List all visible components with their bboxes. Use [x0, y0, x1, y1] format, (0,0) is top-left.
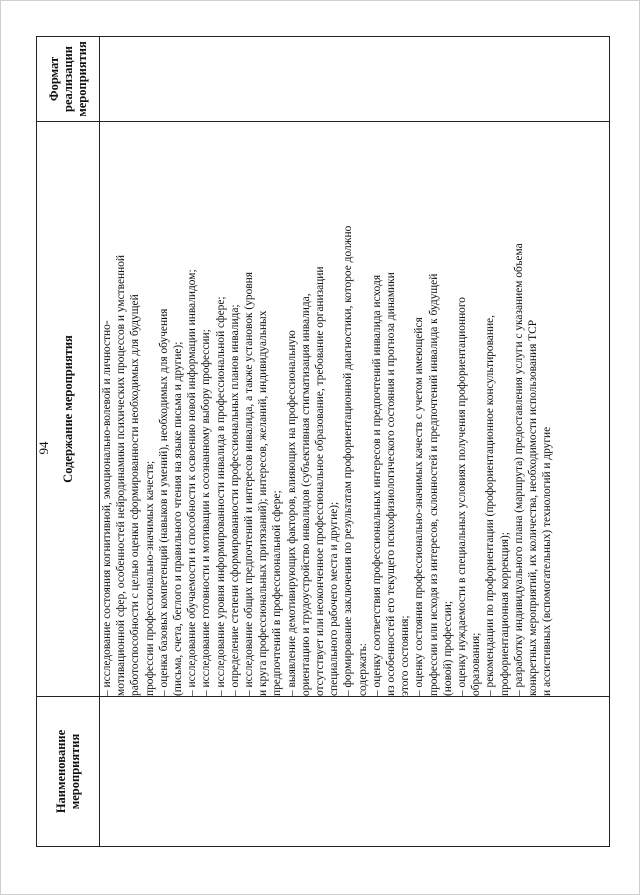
content-line: – определение степени сформированности профессиональных планов инвалида;	[228, 304, 241, 696]
content-line: предпочтений в профессиональной сфере;	[271, 490, 284, 696]
content-line: образования;	[470, 632, 483, 696]
content-line: профориентационная коррекция);	[498, 532, 511, 696]
content-line: и круга профессиональных притязаний); интересов, желаний, индивидуальных	[257, 310, 270, 696]
content-line: из особенностей его текущего психофизиологического состояния и прогноза динамики	[385, 272, 398, 696]
table-header-row	[37, 37, 100, 847]
content-line: содержать:	[356, 643, 369, 696]
content-line: – разработку индивидуального плана (маршрута) предоставления услуги с указанием объема	[512, 243, 525, 696]
content-line: – исследование уровня информированности инвалида в профессиональной сфере;	[214, 296, 227, 696]
content-line: мотивационной сфер, особенностей нейродинамики психических процессов и умственной	[115, 255, 128, 696]
header-activity-format: Формат реализации мероприятия	[37, 37, 100, 122]
content-line: профессии или исходя из интересов, склонностей и предпочтений инвалида к будущей	[427, 273, 440, 696]
content-line: профессии профессионально-значимых качеств;	[143, 460, 156, 696]
content-line: – оценку соответствия профессиональных интересов и предпочтений инвалида исходя	[370, 274, 383, 696]
content-line: – выявление демотивирующих факторов, влияющих на профессиональную	[285, 330, 298, 696]
rotated-page-content	[36, 37, 610, 847]
content-line: – исследование общих предпочтений и интересов инвалида, а также установок (уровня	[243, 272, 256, 696]
content-line: конкретных мероприятий, их количества, необходимости использования ТСР	[527, 319, 540, 696]
activity-format-cell	[100, 37, 610, 122]
header-activity-name: Наименование мероприятия	[37, 697, 100, 847]
content-line: – исследование обучаемости и способности к освоению новой информации инвалидом;	[186, 269, 199, 696]
activity-name-cell	[100, 697, 610, 847]
content-line: (письма, счета, беглого и правильного чтения на языке письма и другие);	[172, 341, 185, 696]
content-line: работоспособности с целью оценки сформированности необходимых для будущей	[129, 294, 142, 696]
content-line: – рекомендации по профориентации (профориентационное консультирование,	[484, 315, 497, 696]
content-line: этого состояния;	[399, 615, 412, 696]
content-line: – формирование заключения по результатам профориентационной диагностики, которое должно	[342, 225, 355, 696]
content-line: – исследование готовности и мотивации к осознанному выбору профессии;	[200, 329, 213, 696]
content-line: (новой) профессии;	[441, 601, 454, 696]
content-line: отсутствует или неоконченное профессиональное образование, требование организации	[314, 266, 327, 696]
content-line: – оценку состояния профессионально-значимых качеств с учетом имеющейся	[413, 317, 426, 696]
content-line: – исследование состояния когнитивной, эмоционально-волевой и личностно-	[101, 320, 113, 696]
content-line: и ассистивных (вспомогательных) технологий и другие	[541, 426, 554, 696]
content-line: – оценка базовых компетенций (навыков и умений), необходимых для обучения	[157, 308, 170, 696]
content-line: ориентацию и трудоустройство инвалидов (субъективная стигматизация инвалида,	[299, 293, 312, 696]
page-number: 94	[36, 441, 51, 455]
activities-table	[36, 36, 610, 847]
content-line: специального рабочего места и другие);	[328, 501, 341, 696]
activity-content-cell	[100, 122, 610, 697]
content-line: – оценку нуждаемости в специальных условиях получения профориентационного	[456, 297, 469, 696]
header-activity-content: Содержание мероприятия	[37, 122, 100, 697]
table-row	[100, 37, 610, 847]
